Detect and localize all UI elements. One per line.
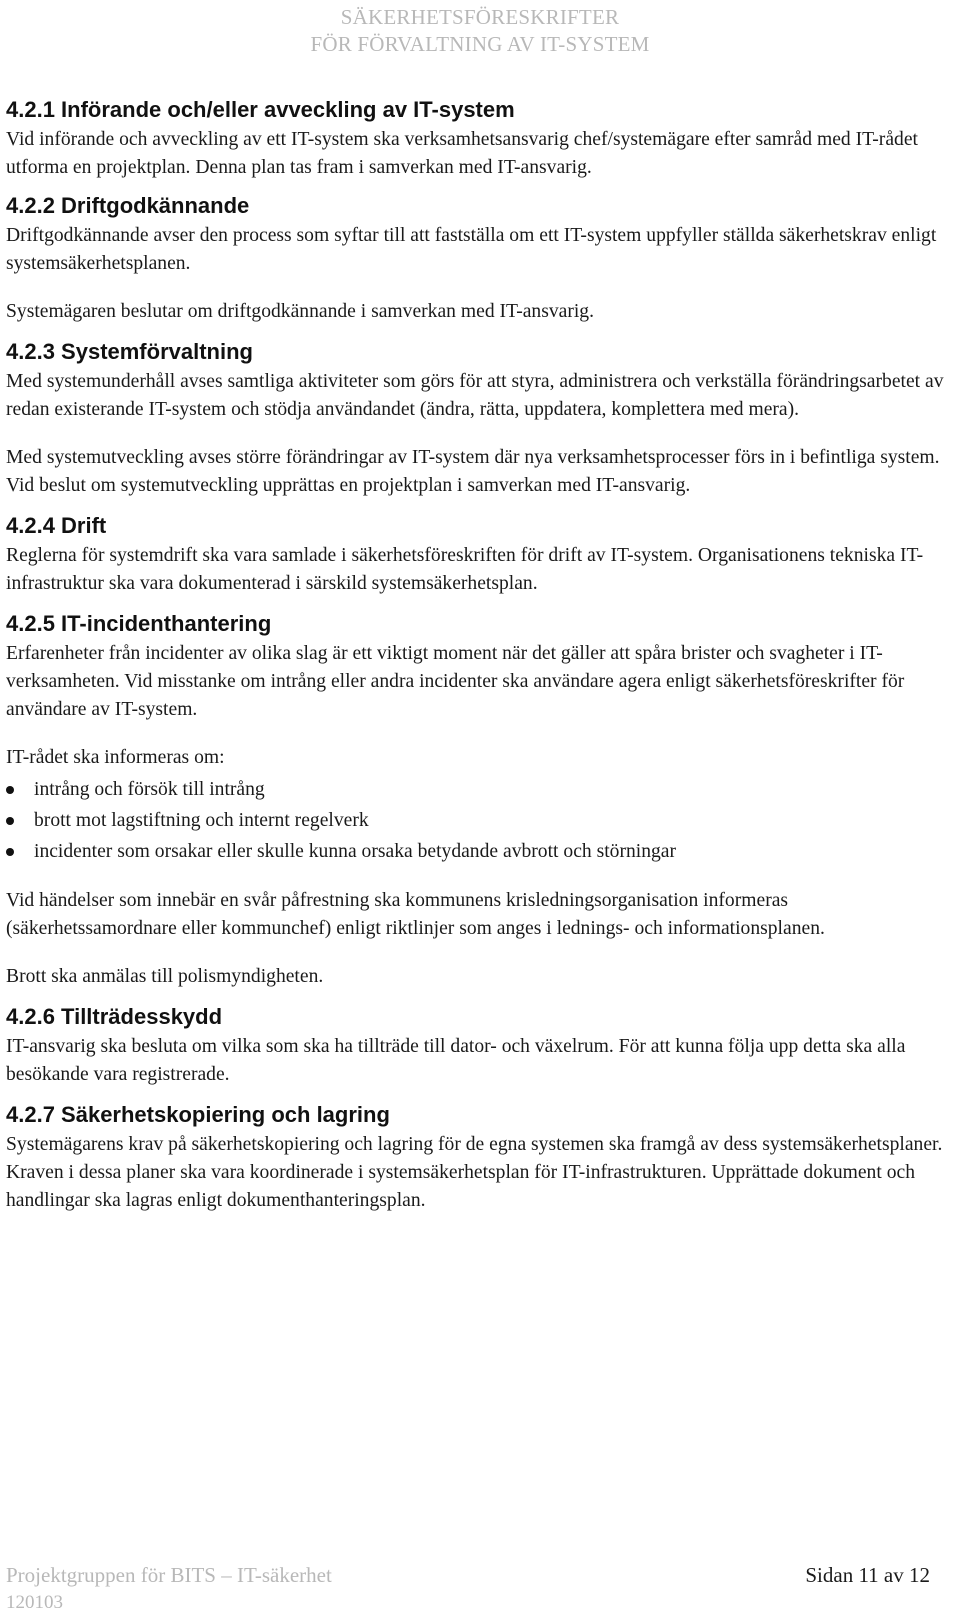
document-body [6, 96, 946, 1235]
section-4-2-1 [6, 96, 946, 182]
bullet-icon [6, 848, 14, 856]
footer-date: 120103 [6, 1592, 63, 1613]
bullet-icon [6, 817, 14, 825]
paragraph: Systemägaren beslutar om driftgodkännande i samverkan med IT-ansvarig. [6, 301, 595, 322]
section-heading: 4.2.6 Tillträdesskydd [6, 1004, 223, 1029]
paragraph: Med systemunderhåll avses samtliga aktiviteter som görs för att styra, administrera och verkställa förändringsarbetet av redan existerande IT-system och stödja användandet (ändra, rätta, uppdatera, komplettera med mera). [6, 371, 944, 420]
paragraph: Vid införande och avveckling av ett IT-system ska verksamhetsansvarig chef/systemägare efter samråd med IT-rådet utforma en projektplan. Denna plan tas fram i samverkan med IT-ansvarig. [6, 129, 918, 178]
paragraph: Med systemutveckling avses större förändringar av IT-system där nya verksamhetsprocesser förs in i befintliga system. Vid beslut om systemutveckling upprättas en projektplan i samverkan med IT-ansvarig. [6, 447, 940, 496]
paragraph: Vid händelser som innebär en svår påfrestning ska kommunens krisledningsorganisation informeras (säkerhetssamordnare eller kommunchef) enligt riktlinjer som anges i lednings- och informationsplanen. [6, 890, 825, 939]
section-4-2-4 [6, 512, 946, 598]
section-4-2-2 [6, 192, 946, 326]
section-heading: 4.2.1 Införande och/eller avveckling av IT-system [6, 97, 515, 122]
section-4-2-7 [6, 1101, 946, 1215]
bullet-icon [6, 786, 14, 794]
paragraph: Reglerna för systemdrift ska vara samlade i säkerhetsföreskriften för drift av IT-system. Organisationens tekniska IT-infrastruktur ska vara dokumenterad i särskild systemsäkerhetsplan. [6, 545, 924, 594]
section-heading: 4.2.4 Drift [6, 513, 107, 538]
list-item [6, 774, 946, 805]
section-4-2-6 [6, 1003, 946, 1089]
page-number: Sidan 11 av 12 [805, 1563, 930, 1587]
page-header [0, 4, 960, 58]
section-4-2-5 [6, 610, 946, 991]
paragraph: IT-rådet ska informeras om: [6, 747, 225, 768]
header-title-line1: SÄKERHETSFÖRESKRIFTER [340, 5, 620, 29]
list-item-text: brott mot lagstiftning och internt regelverk [34, 810, 369, 831]
section-heading: 4.2.7 Säkerhetskopiering och lagring [6, 1102, 390, 1127]
bullet-list [6, 774, 946, 867]
paragraph: IT-ansvarig ska besluta om vilka som ska ha tillträde till dator- och växelrum. För att kunna följa upp detta ska alla besökande vara registrerade. [6, 1036, 906, 1085]
list-item-text: intrång och försök till intrång [34, 779, 265, 800]
section-heading: 4.2.2 Driftgodkännande [6, 193, 250, 218]
paragraph: Systemägarens krav på säkerhetskopiering och lagring för de egna systemen ska framgå av dess systemsäkerhetsplaner. Kraven i dessa planer ska vara koordinerade i systemsäkerhetsplan för IT-infrastrukturen. Upprättade dokument och handlingar ska lagras enligt dokumenthanteringsplan. [6, 1134, 943, 1211]
section-4-2-3 [6, 338, 946, 500]
footer-group: Projektgruppen för BITS – IT-säkerhet [6, 1563, 332, 1587]
list-item [6, 805, 946, 836]
paragraph: Erfarenheter från incidenter av olika slag är ett viktigt moment när det gäller att spåra brister och svagheter i IT-verksamheten. Vid misstanke om intrång eller andra incidenter ska användare agera enligt säkerhetsföreskrifter för användare av IT-system. [6, 643, 905, 720]
paragraph: Brott ska anmälas till polismyndigheten. [6, 966, 324, 987]
section-heading: 4.2.3 Systemförvaltning [6, 339, 253, 364]
header-title-line2: FÖR FÖRVALTNING AV IT-SYSTEM [310, 32, 650, 56]
list-item [6, 836, 946, 867]
paragraph: Driftgodkännande avser den process som syftar till att fastställa om ett IT-system uppfyller ställda säkerhetskrav enligt systemsäkerhetsplanen. [6, 225, 937, 274]
section-heading: 4.2.5 IT-incidenthantering [6, 611, 272, 636]
list-item-text: incidenter som orsakar eller skulle kunna orsaka betydande avbrott och störningar [34, 841, 677, 862]
